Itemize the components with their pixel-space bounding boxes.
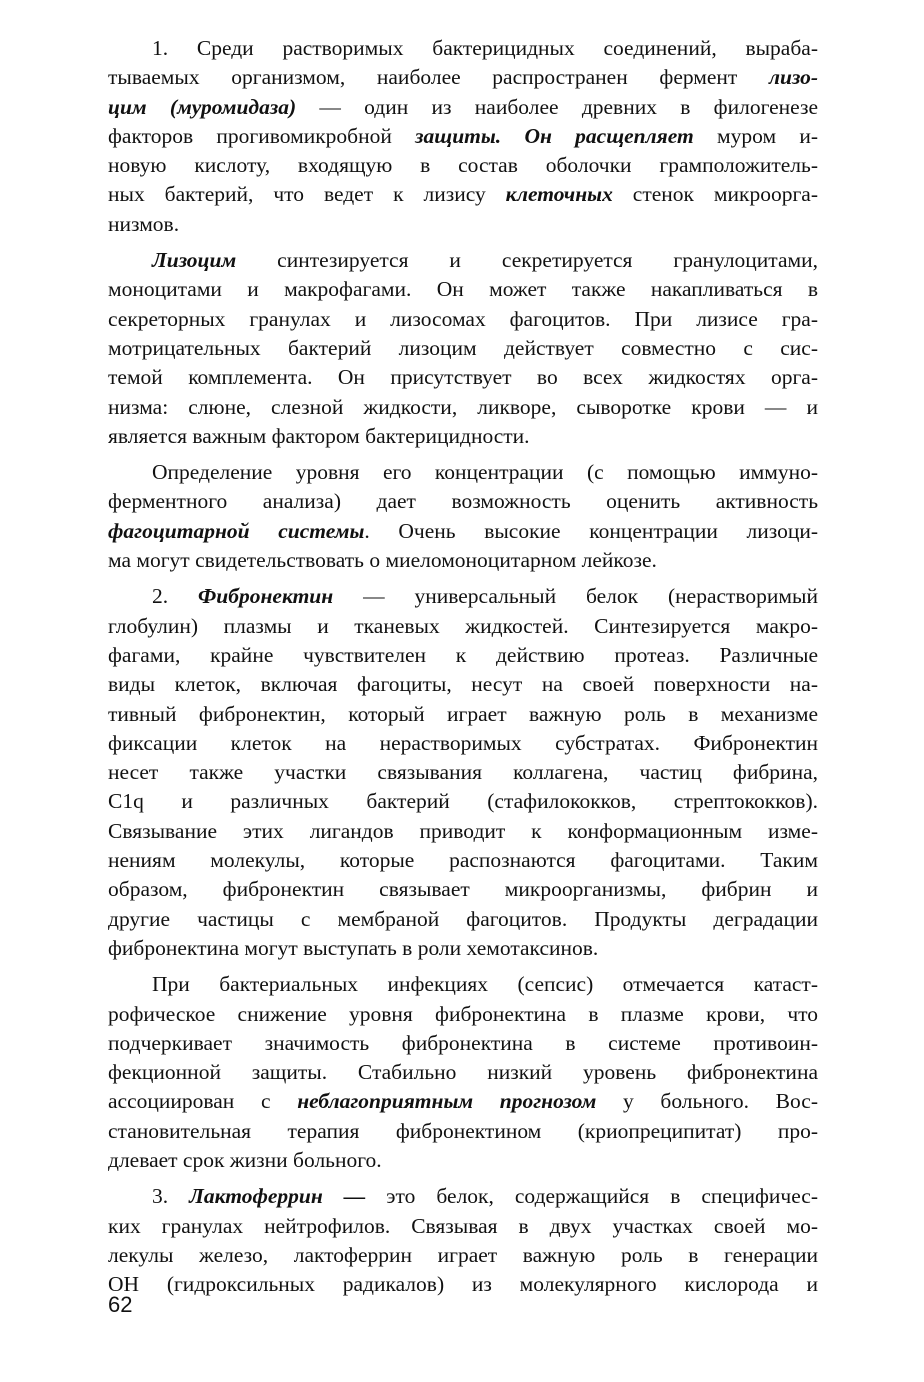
text-line xyxy=(108,1241,818,1270)
emphasized-term: неблагоприятным прогнозом xyxy=(297,1089,597,1114)
text-run: стенок микроорга- xyxy=(612,182,818,207)
text-run: это белок, содержащийся в специфичес- xyxy=(365,1184,818,1209)
text-line xyxy=(108,1058,818,1087)
text-line xyxy=(108,458,818,487)
text-run: . Очень высокие концентрации лизоци- xyxy=(364,518,818,543)
paragraph xyxy=(108,582,818,963)
text-run: тываемых организмом, наиболее распространен фермент xyxy=(108,65,769,90)
text-run: глобулин) плазмы и тканевых жидкостей. Синтезируется макро- xyxy=(108,613,818,638)
text-run: у больного. Вос- xyxy=(596,1089,819,1114)
text-line xyxy=(108,210,818,239)
paragraph xyxy=(108,1182,818,1299)
text-line xyxy=(108,1117,818,1146)
emphasized-term: лизо- xyxy=(768,65,818,90)
text-run: моноцитами и макрофагами. Он может также накапливаться в xyxy=(108,277,818,302)
text-line xyxy=(108,334,818,363)
text-line xyxy=(108,641,818,670)
text-run: синтезируется и секретируется гранулоцитами, xyxy=(236,248,818,273)
text-run: мотрицательных бактерий лизоцим действует совместно с сис- xyxy=(108,335,818,360)
text-line xyxy=(108,180,818,209)
text-line xyxy=(108,422,818,451)
text-run: фагами, крайне чувствителен к действию протеаз. Различные xyxy=(108,642,818,667)
text-line xyxy=(108,34,818,63)
paragraph xyxy=(108,34,818,239)
text-run: становительная терапия фибронектином (криопреципитат) про- xyxy=(108,1118,818,1143)
text-run: 2. xyxy=(152,584,199,609)
emphasized-term: фагоцитарной системы xyxy=(108,518,365,543)
text-line xyxy=(108,517,818,546)
text-run: низмов. xyxy=(108,211,180,236)
text-run: ассоциирован с xyxy=(108,1089,298,1114)
text-line xyxy=(108,93,818,122)
text-line xyxy=(108,363,818,392)
text-line xyxy=(108,1270,818,1299)
emphasized-term: защиты. Он расщепляет xyxy=(415,123,694,148)
body-text xyxy=(108,34,818,1299)
text-run: фекционной защиты. Стабильно низкий уровень фибронектина xyxy=(108,1060,818,1085)
text-line xyxy=(108,1212,818,1241)
text-line xyxy=(108,1000,818,1029)
text-line xyxy=(108,582,818,611)
emphasized-term: Лактоферрин — xyxy=(189,1184,366,1209)
text-run: ма могут свидетельствовать о миеломоноцитарном лейкозе. xyxy=(108,548,657,573)
text-run: ных бактерий, что ведет к лизису xyxy=(108,182,506,207)
text-run: фибронектина могут выступать в роли хемотаксинов. xyxy=(108,935,599,960)
text-run: лекулы железо, лактоферрин играет важную роль в генерации xyxy=(108,1242,818,1267)
text-run: подчеркивает значимость фибронектина в системе противоин- xyxy=(108,1030,818,1055)
page-number: 62 xyxy=(108,1292,133,1317)
text-run: — один из наиболее древних в филогенезе xyxy=(296,94,818,119)
text-run: темой комплемента. Он присутствует во всех жидкостях орга- xyxy=(108,365,818,390)
text-run: несет также участки связывания коллагена, частиц фибрина, xyxy=(108,760,818,785)
text-run: ких гранулах нейтрофилов. Связывая в двух участках своей мо- xyxy=(108,1213,818,1238)
text-run: фиксации клеток на нерастворимых субстратах. Фибронектин xyxy=(108,730,818,755)
text-run: другие частицы с мембраной фагоцитов. Продукты деградации xyxy=(108,906,818,931)
paragraph xyxy=(108,970,818,1175)
text-run: C1q и различных бактерий (стафилококков, стрептококков). xyxy=(108,789,818,814)
text-line xyxy=(108,817,818,846)
emphasized-term: Фибронектин xyxy=(198,584,334,609)
text-run: является важным фактором бактерицидности. xyxy=(108,423,530,448)
text-run: низма: слюне, слезной жидкости, ликворе, сыворотке крови — и xyxy=(108,394,818,419)
text-line xyxy=(108,905,818,934)
paragraph xyxy=(108,458,818,575)
text-line xyxy=(108,1182,818,1211)
text-run: тивный фибронектин, который играет важную роль в механизме xyxy=(108,701,818,726)
text-run: Определение уровня его концентрации (с помощью иммуно- xyxy=(152,460,818,485)
text-line xyxy=(108,546,818,575)
text-line xyxy=(108,875,818,904)
text-run: нениям молекулы, которые распознаются фагоцитами. Таким xyxy=(108,848,818,873)
text-line xyxy=(108,122,818,151)
text-line xyxy=(108,1087,818,1116)
text-run: длевает срок жизни больного. xyxy=(108,1147,382,1172)
text-run: новую кислоту, входящую в состав оболочки грамположитель- xyxy=(108,153,818,178)
text-line xyxy=(108,758,818,787)
text-run: рофическое снижение уровня фибронектина в плазме крови, что xyxy=(108,1001,818,1026)
text-line xyxy=(108,670,818,699)
text-run: факторов прогивомикробной xyxy=(108,123,416,148)
text-line xyxy=(108,275,818,304)
text-line xyxy=(108,934,818,963)
text-run: 3. xyxy=(152,1184,190,1209)
text-run: — универсальный белок (нерастворимый xyxy=(333,584,818,609)
text-line xyxy=(108,246,818,275)
text-run: секреторных гранулах и лизосомах фагоцитов. При лизисе гра- xyxy=(108,306,818,331)
emphasized-term: цим (муромидаза) xyxy=(108,94,297,119)
text-line xyxy=(108,1146,818,1175)
text-line xyxy=(108,970,818,999)
text-line xyxy=(108,729,818,758)
text-run: При бактериальных инфекциях (сепсис) отмечается катаст- xyxy=(152,972,818,997)
emphasized-term: Лизоцим xyxy=(152,248,237,273)
text-line xyxy=(108,151,818,180)
text-line xyxy=(108,612,818,641)
text-line xyxy=(108,846,818,875)
paragraph xyxy=(108,246,818,451)
text-line xyxy=(108,305,818,334)
text-line xyxy=(108,1029,818,1058)
emphasized-term: клеточных xyxy=(505,182,613,207)
text-run: ферментного анализа) дает возможность оценить активность xyxy=(108,489,818,514)
text-run: образом, фибронектин связывает микроорганизмы, фибрин и xyxy=(108,877,818,902)
text-line xyxy=(108,787,818,816)
text-line xyxy=(108,63,818,92)
text-line xyxy=(108,393,818,422)
text-line xyxy=(108,487,818,516)
text-run: Связывание этих лигандов приводит к конформационным изме- xyxy=(108,818,818,843)
text-run: 1. Среди растворимых бактерицидных соединений, выраба- xyxy=(152,36,818,60)
text-run: OH (гидроксильных радикалов) из молекулярного кислорода и xyxy=(108,1272,818,1297)
text-line xyxy=(108,700,818,729)
text-run: муром и- xyxy=(693,123,819,148)
text-run: виды клеток, включая фагоциты, несут на своей поверхности на- xyxy=(108,672,818,697)
